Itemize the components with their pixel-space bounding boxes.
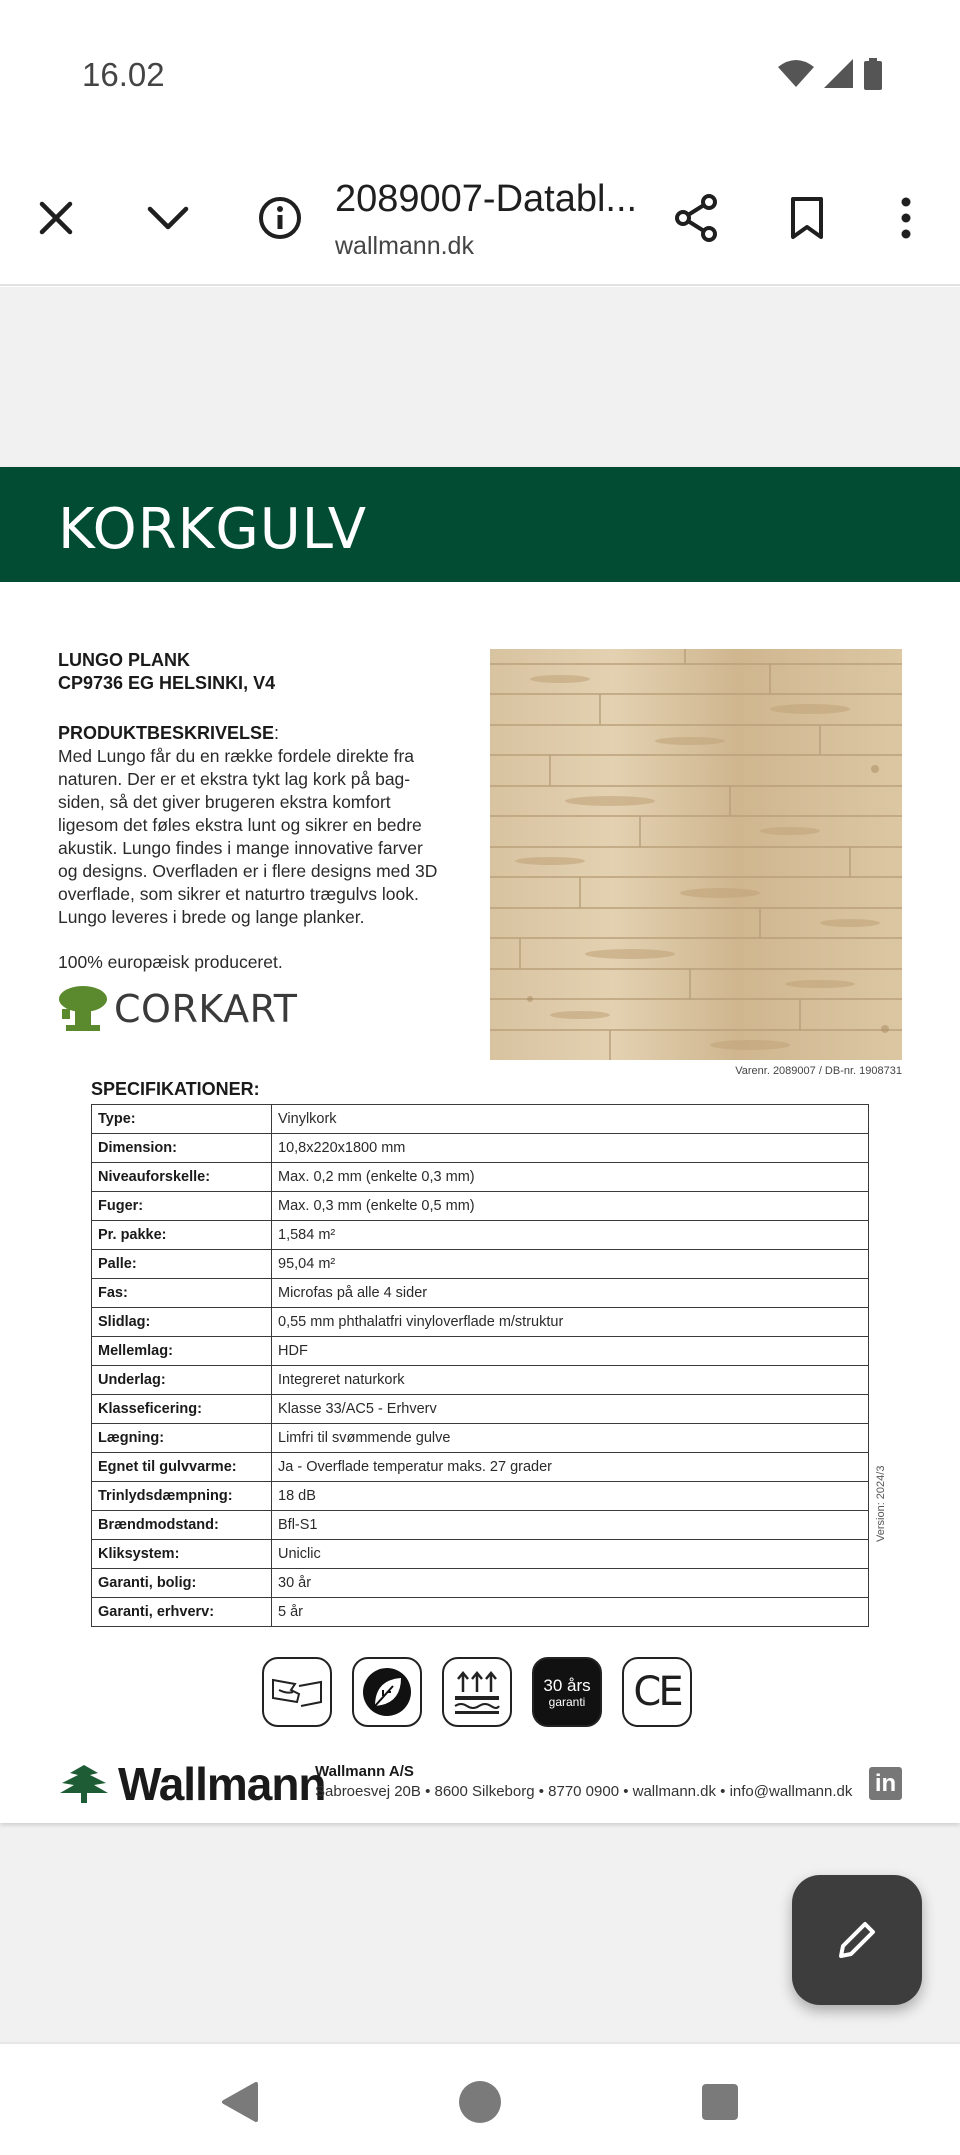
description-line: overflade, som sikrer et naturtro trægulvs look.: [58, 884, 419, 904]
spec-key: Klasseficering:: [92, 1395, 272, 1424]
corkart-logo: [58, 985, 297, 1033]
spec-value: 0,55 mm phthalatfri vinyloverflade m/struktur: [272, 1308, 869, 1337]
spec-value: 5 år: [272, 1598, 869, 1627]
spec-key: Palle:: [92, 1250, 272, 1279]
description-heading: PRODUKTBESKRIVELSE:: [58, 723, 280, 743]
spec-row: [92, 1279, 869, 1308]
warranty-label: garanti: [548, 1694, 586, 1709]
back-triangle-icon: [218, 2080, 262, 2124]
spec-value: Vinylkork: [272, 1105, 869, 1134]
spec-value: Integreret naturkork: [272, 1366, 869, 1395]
spec-table: [91, 1104, 869, 1627]
page-domain: wallmann.dk: [335, 232, 474, 260]
spec-key: Fas:: [92, 1279, 272, 1308]
spec-value: HDF: [272, 1337, 869, 1366]
item-number: Varenr. 2089007 / DB-nr. 1908731: [735, 1065, 902, 1077]
warranty-years: 30 års: [543, 1675, 591, 1695]
corkart-brand: CORKART: [114, 987, 298, 1031]
spec-value: 30 år: [272, 1569, 869, 1598]
pdf-page: [0, 467, 960, 1823]
spec-value: Ja - Overflade temperatur maks. 27 grader: [272, 1453, 869, 1482]
description-line: ligesom det føles ekstra lunt og sikrer en bedre: [58, 815, 422, 835]
spec-value: Max. 0,3 mm (enkelte 0,5 mm): [272, 1192, 869, 1221]
footer-address: Sabroesvej 20B • 8600 Silkeborg • 8770 0900 • wallmann.dk • info@wallmann.dk: [315, 1783, 853, 1800]
spec-key: Niveauforskelle:: [92, 1163, 272, 1192]
description-line: Med Lungo får du en række fordele direkte fra: [58, 746, 415, 766]
wood-plank-image: [490, 649, 902, 1060]
spec-key: Lægning:: [92, 1424, 272, 1453]
spec-row: [92, 1395, 869, 1424]
spec-key: Garanti, erhverv:: [92, 1598, 272, 1627]
pencil-icon: [835, 1918, 879, 1962]
edit-fab-button[interactable]: [792, 1875, 922, 2005]
spec-value: Microfas på alle 4 sider: [272, 1279, 869, 1308]
spec-value: 10,8x220x1800 mm: [272, 1134, 869, 1163]
more-options-button[interactable]: [866, 178, 946, 258]
spec-key: Mellemlag:: [92, 1337, 272, 1366]
product-line: LUNGO PLANK: [58, 650, 190, 670]
page-title: 2089007-Databl...: [335, 178, 638, 220]
spec-row: [92, 1337, 869, 1366]
product-photo: [490, 649, 902, 1060]
spec-value: Bfl-S1: [272, 1511, 869, 1540]
description-line: og designs. Overfladen er i flere designs med 3D: [58, 861, 438, 881]
close-button[interactable]: [16, 178, 96, 258]
description-line: naturen. Der er et ekstra tykt lag kork på bag-: [58, 769, 411, 789]
spec-key: Garanti, bolig:: [92, 1569, 272, 1598]
info-icon: [258, 196, 302, 240]
status-icons: [778, 58, 882, 90]
mushroom-tree-icon: [58, 985, 108, 1033]
signal-icon: [824, 59, 854, 89]
linkedin-icon: in: [869, 1767, 902, 1800]
made-in-text: 100% europæisk produceret.: [58, 952, 283, 972]
spec-row: [92, 1192, 869, 1221]
share-button[interactable]: [656, 178, 736, 258]
spec-row: [92, 1511, 869, 1540]
bookmark-icon: [790, 196, 824, 240]
certification-icons: [262, 1657, 692, 1727]
pine-tree-icon: [58, 1763, 110, 1805]
close-icon: [38, 200, 74, 236]
banner-title: KORKGULV: [58, 497, 368, 562]
ce-mark-icon: [622, 1657, 692, 1727]
spec-row: [92, 1134, 869, 1163]
more-vertical-icon: [900, 196, 912, 240]
product-name: [58, 649, 275, 695]
warranty-badge: [532, 1657, 602, 1727]
spec-key: Dimension:: [92, 1134, 272, 1163]
product-description: [58, 745, 468, 929]
wifi-icon: [778, 59, 814, 89]
spec-row: [92, 1598, 869, 1627]
spec-value: 95,04 m²: [272, 1250, 869, 1279]
spec-row: [92, 1453, 869, 1482]
spec-row: [92, 1482, 869, 1511]
spec-row: [92, 1163, 869, 1192]
underfloor-heating-icon: [442, 1657, 512, 1727]
spec-value: Limfri til svømmende gulve: [272, 1424, 869, 1453]
wallmann-logo: [58, 1757, 326, 1811]
spec-row: [92, 1540, 869, 1569]
footer-brand: Wallmann: [118, 1758, 326, 1810]
spec-title: SPECIFIKATIONER:: [91, 1079, 260, 1099]
spec-key: Pr. pakke:: [92, 1221, 272, 1250]
spec-key: Fuger:: [92, 1192, 272, 1221]
nav-home-button[interactable]: [450, 2072, 510, 2132]
description-line: akustik. Lungo findes i mange innovative farver: [58, 838, 423, 858]
pdf-viewer[interactable]: [0, 287, 960, 2042]
spec-key: Underlag:: [92, 1366, 272, 1395]
nav-back-button[interactable]: [210, 2072, 270, 2132]
spec-value: 1,584 m²: [272, 1221, 869, 1250]
spec-key: Slidlag:: [92, 1308, 272, 1337]
chevron-down-icon: [146, 204, 190, 232]
footer-company: Wallmann A/S: [315, 1763, 414, 1780]
spec-value: Klasse 33/AC5 - Erhverv: [272, 1395, 869, 1424]
share-icon: [673, 193, 719, 243]
spec-key: Type:: [92, 1105, 272, 1134]
spec-value: 18 dB: [272, 1482, 869, 1511]
description-line: siden, så det giver brugeren ekstra komfort: [58, 792, 391, 812]
nav-recents-button[interactable]: [690, 2072, 750, 2132]
page-info-button[interactable]: [240, 178, 320, 258]
spec-row: [92, 1221, 869, 1250]
bookmark-button[interactable]: [767, 178, 847, 258]
spec-row: [92, 1424, 869, 1453]
spec-value: Uniclic: [272, 1540, 869, 1569]
browser-toolbar: [0, 150, 960, 286]
category-banner: [0, 467, 960, 582]
spec-row: [92, 1366, 869, 1395]
spec-row: [92, 1250, 869, 1279]
spec-key: Trinlydsdæmpning:: [92, 1482, 272, 1511]
spec-key: Egnet til gulvvarme:: [92, 1453, 272, 1482]
status-time: 16.02: [82, 56, 165, 93]
spec-row: [92, 1308, 869, 1337]
version-label: Version: 2024/3: [875, 1465, 887, 1542]
description-line: Lungo leveres i brede og lange planker.: [58, 907, 365, 927]
status-bar: [0, 0, 960, 150]
spec-key: Brændmodstand:: [92, 1511, 272, 1540]
expand-button[interactable]: [128, 178, 208, 258]
system-nav-bar: [0, 2042, 960, 2155]
home-circle-icon: [458, 2080, 502, 2124]
spec-key: Kliksystem:: [92, 1540, 272, 1569]
spec-row: [92, 1105, 869, 1134]
spec-value: Max. 0,2 mm (enkelte 0,3 mm): [272, 1163, 869, 1192]
ce-mark: CE: [633, 1669, 681, 1715]
click-system-icon: [262, 1657, 332, 1727]
eco-leaf-icon: [352, 1657, 422, 1727]
battery-icon: [864, 58, 882, 90]
recents-square-icon: [701, 2083, 739, 2121]
product-variant: CP9736 EG HELSINKI, V4: [58, 673, 276, 693]
spec-row: [92, 1569, 869, 1598]
